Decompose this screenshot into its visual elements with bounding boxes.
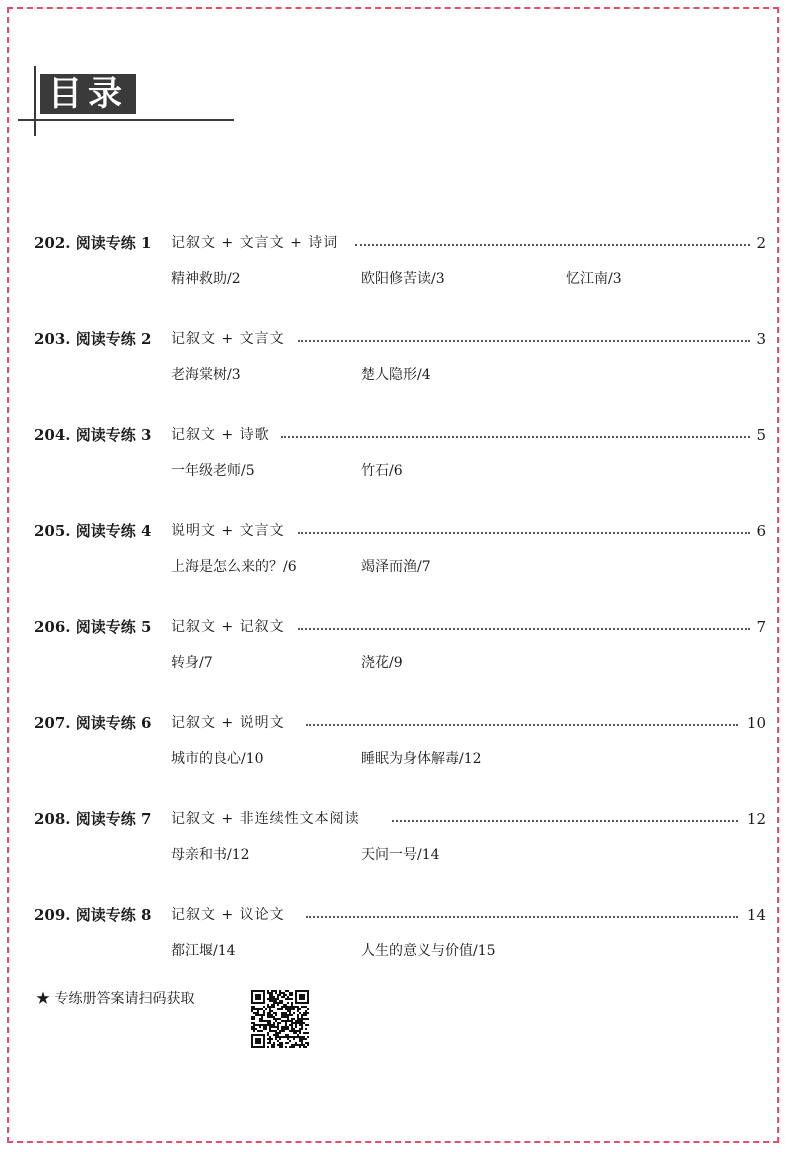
article-link[interactable]: 竹石/6	[361, 463, 403, 479]
article-link[interactable]: 忆江南/3	[566, 271, 622, 287]
dot-leader	[306, 916, 738, 918]
entry-page: 14	[746, 906, 766, 924]
toc-entry[interactable]	[0, 520, 790, 590]
article-link[interactable]: 人生的意义与价值/15	[361, 943, 496, 959]
article-link[interactable]: 一年级老师/5	[171, 463, 255, 479]
entry-page: 10	[746, 714, 766, 732]
dot-leader	[298, 340, 750, 342]
article-link[interactable]: 老海棠树/3	[171, 367, 241, 383]
article-link[interactable]: 都江堰/14	[171, 943, 236, 959]
toc-entry[interactable]	[0, 616, 790, 686]
dot-leader	[281, 436, 750, 438]
article-link[interactable]: 楚人隐形/4	[361, 367, 431, 383]
entry-page: 5	[756, 426, 766, 444]
entry-number: 209. 阅读专练 8	[34, 906, 152, 924]
entry-number: 202. 阅读专练 1	[34, 234, 152, 252]
article-link[interactable]: 浇花/9	[361, 655, 403, 671]
entry-page: 7	[756, 618, 766, 636]
title-vertical-rule	[34, 66, 36, 136]
entry-types: 记叙文 + 文言文	[171, 331, 285, 347]
entry-types: 记叙文 + 说明文	[171, 715, 285, 731]
toc-entry[interactable]	[0, 808, 790, 878]
entry-number: 208. 阅读专练 7	[34, 810, 152, 828]
article-link[interactable]: 竭泽而渔/7	[361, 559, 431, 575]
toc-entry[interactable]	[0, 328, 790, 398]
entry-number: 207. 阅读专练 6	[34, 714, 152, 732]
toc-entry[interactable]	[0, 904, 790, 974]
entry-page: 2	[756, 234, 766, 252]
entry-types: 记叙文 + 诗歌	[171, 427, 270, 443]
dot-leader	[355, 244, 750, 246]
answer-note: ★ 专练册答案请扫码获取	[36, 991, 195, 1007]
page-title: 目录	[48, 74, 128, 114]
entry-page: 6	[756, 522, 766, 540]
article-link[interactable]: 转身/7	[171, 655, 213, 671]
entry-types: 记叙文 + 记叙文	[171, 619, 285, 635]
entry-types: 记叙文 + 非连续性文本阅读	[171, 811, 360, 827]
article-link[interactable]: 睡眠为身体解毒/12	[361, 751, 482, 767]
entry-number: 204. 阅读专练 3	[34, 426, 152, 444]
toc-entry[interactable]	[0, 424, 790, 494]
entry-page: 3	[756, 330, 766, 348]
dot-leader	[298, 532, 750, 534]
dot-leader	[306, 724, 738, 726]
article-link[interactable]: 城市的良心/10	[171, 751, 264, 767]
entry-types: 说明文 + 文言文	[171, 523, 285, 539]
dot-leader	[392, 820, 738, 822]
dot-leader	[298, 628, 750, 630]
entry-number: 203. 阅读专练 2	[34, 330, 152, 348]
article-link[interactable]: 母亲和书/12	[171, 847, 250, 863]
qr-code-icon[interactable]	[251, 990, 309, 1048]
article-link[interactable]: 欧阳修苦读/3	[361, 271, 445, 287]
article-link[interactable]: 上海是怎么来的？/6	[171, 559, 297, 575]
entry-types: 记叙文 + 文言文 + 诗词	[171, 235, 339, 251]
title-horizontal-rule	[18, 119, 234, 121]
entry-number: 205. 阅读专练 4	[34, 522, 152, 540]
article-link[interactable]: 天问一号/14	[361, 847, 440, 863]
entry-page: 12	[746, 810, 766, 828]
toc-entry[interactable]	[0, 712, 790, 782]
entry-types: 记叙文 + 议论文	[171, 907, 285, 923]
toc-entry[interactable]	[0, 232, 790, 302]
article-link[interactable]: 精神救助/2	[171, 271, 241, 287]
entry-number: 206. 阅读专练 5	[34, 618, 152, 636]
